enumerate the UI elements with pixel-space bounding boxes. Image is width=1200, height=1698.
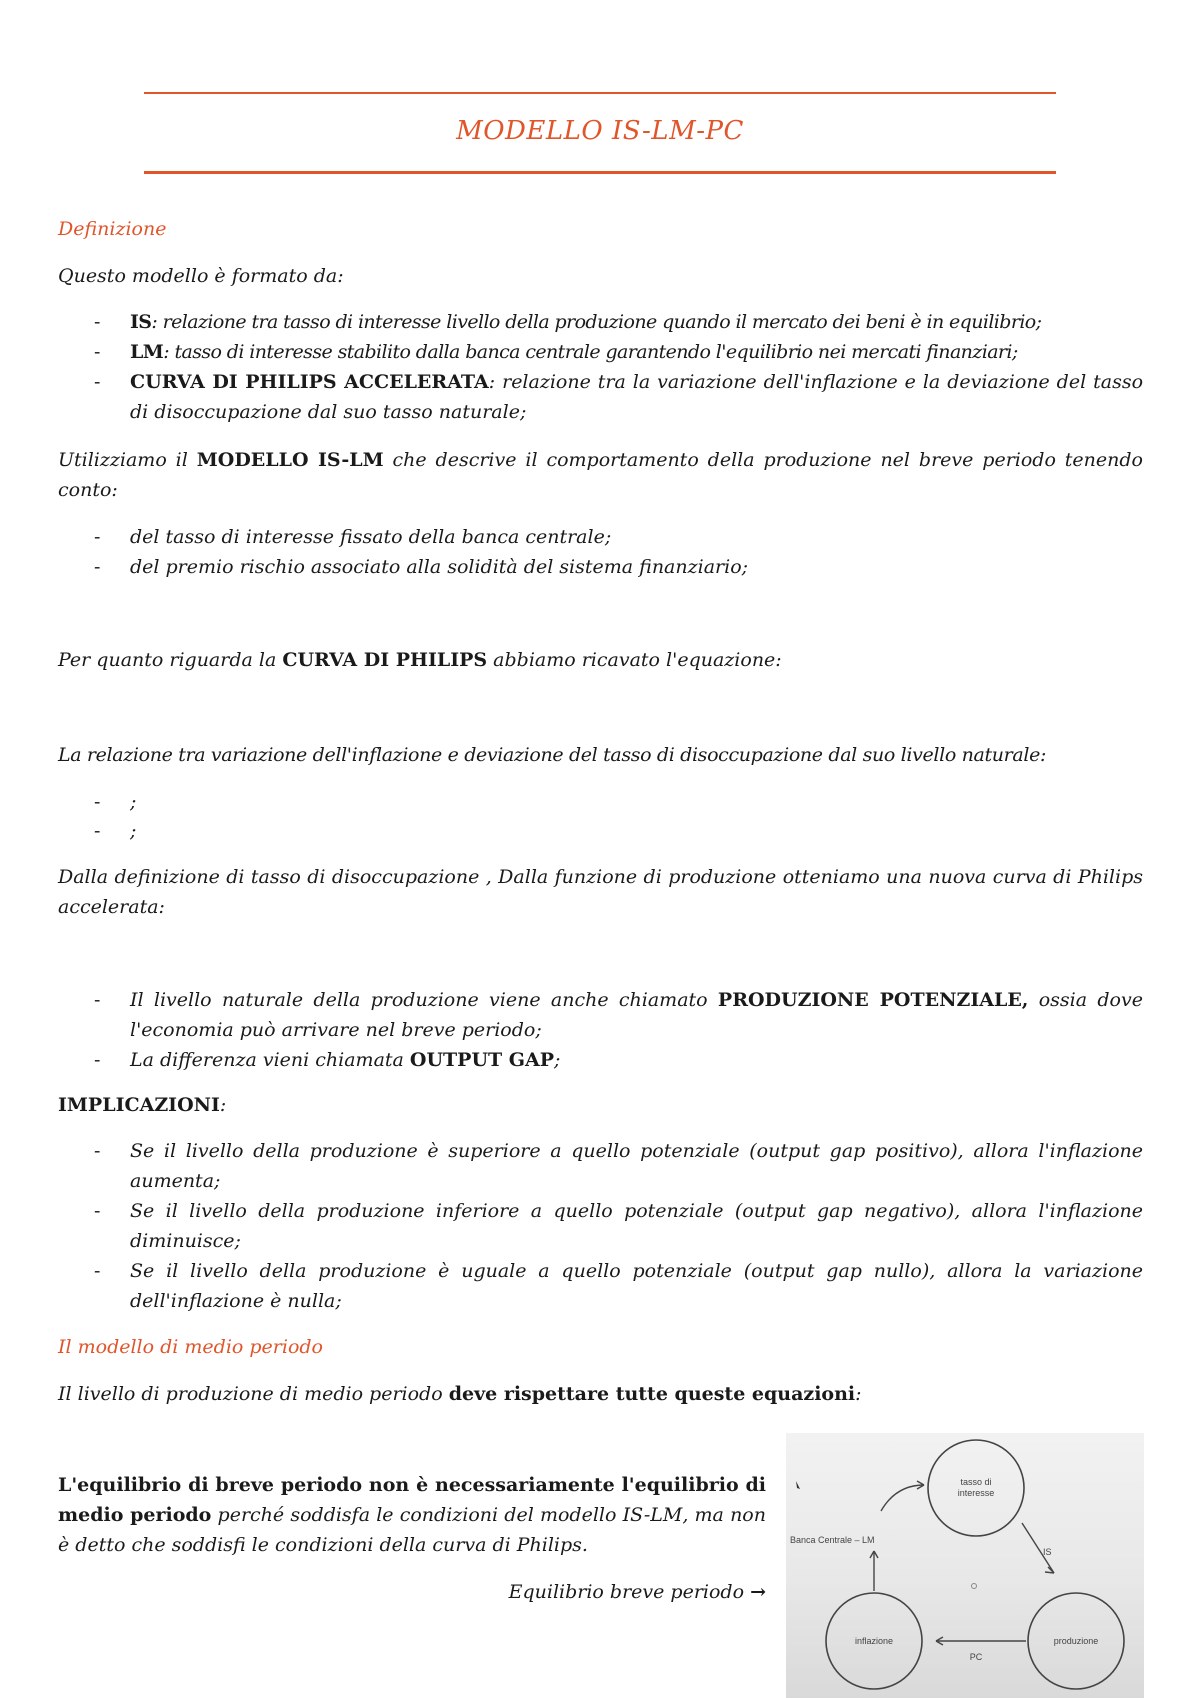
bullet-dash: - — [94, 989, 101, 1011]
node-label-tasso: tasso di — [960, 1477, 992, 1487]
term-curva-philips: CURVA DI PHILIPS ACCELERATA — [130, 371, 489, 393]
bullet-dash: - — [94, 341, 101, 363]
medio-intro-bold: deve rispettare tutte queste equazioni — [448, 1383, 856, 1405]
edge-label-pc: PC — [969, 1652, 983, 1662]
medio-periodo-intro — [58, 1379, 862, 1409]
list-item-produzione-potenziale — [130, 985, 1143, 1045]
caption-text: Equilibrio breve periodo — [508, 1581, 745, 1603]
section-heading-medio-periodo: Il modello di medio periodo — [58, 1336, 323, 1358]
definizione-intro: Questo modello è formato da: — [58, 265, 344, 287]
list-item-relazione-1: ; — [130, 791, 137, 813]
potenziale-pre: Il livello naturale della produzione viene anche chiamato — [130, 989, 718, 1011]
philips-post: abbiamo ricavato l'equazione: — [487, 649, 782, 671]
islm-paragraph — [58, 445, 1143, 505]
term-curva-philips-text: : relazione tra la variazione dell'inflazione e la deviazione del tasso di disoccupazione dal suo tasso naturale; — [130, 371, 1144, 423]
list-item-tasso-interesse: del tasso di interesse fissato della banca centrale; — [130, 526, 612, 548]
bullet-dash: - — [94, 1200, 101, 1222]
title-top-rule — [144, 92, 1056, 94]
bullet-dash: - — [94, 526, 101, 548]
islm-pc-diagram — [786, 1433, 1144, 1698]
edge-label-lm: Banca Centrale – LM — [790, 1535, 875, 1545]
philips-term: CURVA DI PHILIPS — [282, 649, 488, 671]
bullet-dash: - — [94, 820, 101, 842]
bullet-dash: - — [94, 1260, 101, 1282]
bullet-dash: - — [94, 556, 101, 578]
list-item-implicazione-2: Se il livello della produzione inferiore a quello potenziale (output gap negativo), allora l'inflazione diminuisce; — [130, 1200, 1143, 1252]
potenziale-term: PRODUZIONE POTENZIALE, — [717, 989, 1029, 1011]
list-item-is — [130, 307, 1143, 337]
relazione-paragraph: La relazione tra variazione dell'inflazione e deviazione del tasso di disoccupazione dal suo livello naturale: — [58, 744, 1047, 766]
cursor-icon — [796, 1481, 800, 1489]
list-item-relazione-2: ; — [130, 820, 137, 842]
term-is-text: : relazione tra tasso di interesse livello della produzione quando il mercato dei beni è in equilibrio; — [151, 311, 1042, 333]
gap-pre: La differenza vieni chiamata — [130, 1049, 410, 1071]
node-label-inflazione: inflazione — [854, 1636, 894, 1646]
bullet-dash: - — [94, 791, 101, 813]
center-dot — [972, 1584, 977, 1589]
islm-term: MODELLO IS-LM — [196, 449, 384, 471]
equilibrio-bold: L'equilibrio di breve periodo non è necessariamente l'equilibrio di medio periodo — [58, 1474, 766, 1526]
bullet-dash: - — [94, 311, 101, 333]
implicazioni-heading — [58, 1090, 226, 1120]
islm-pre: Utilizziamo il — [58, 449, 197, 471]
potenziale-post: ossia dove l'economia può arrivare nel breve periodo; — [130, 989, 1143, 1041]
islm-post: che descrive il comportamento della produzione nel breve periodo tenendo conto: — [58, 449, 1143, 501]
bullet-dash: - — [94, 1049, 101, 1071]
section-heading-definizione: Definizione — [58, 218, 167, 240]
term-is: IS — [130, 311, 152, 333]
term-lm-text: : tasso di interesse stabilito dalla banca centrale garantendo l'equilibrio nei mercati finanziari; — [163, 341, 1018, 363]
node-label-interesse: interesse — [957, 1488, 995, 1498]
title-bottom-rule — [144, 171, 1056, 174]
page-title: MODELLO IS-LM-PC — [456, 116, 744, 146]
gap-post: ; — [554, 1049, 561, 1071]
implicazioni-colon: : — [219, 1094, 227, 1116]
term-lm: LM — [130, 341, 164, 363]
bullet-dash: - — [94, 1140, 101, 1162]
diagram-caption — [494, 1577, 766, 1607]
medio-intro-post: : — [855, 1383, 862, 1405]
diagram-svg — [786, 1433, 1144, 1698]
list-item-output-gap — [130, 1045, 1143, 1075]
dalla-paragraph: Dalla definizione di tasso di disoccupazione , Dalla funzione di produzione otteniamo una nuova curva di Philips accelerata: — [58, 866, 1143, 918]
right-arrow-icon: → — [750, 1581, 766, 1603]
list-item-premio-rischio: del premio rischio associato alla solidità del sistema finanziario; — [130, 556, 749, 578]
bullet-dash: - — [94, 371, 101, 393]
node-label-produzione: produzione — [1053, 1636, 1099, 1646]
philips-paragraph — [58, 645, 782, 675]
equilibrio-rest: perché soddisfa le condizioni del modello IS-LM, ma non è detto che soddisfi le condizioni della curva di Philips. — [58, 1504, 766, 1556]
equilibrio-paragraph — [58, 1470, 766, 1560]
philips-pre: Per quanto riguarda la — [58, 649, 283, 671]
list-item-lm — [130, 337, 1143, 367]
gap-term: OUTPUT GAP — [409, 1049, 555, 1071]
list-item-implicazione-1: Se il livello della produzione è superiore a quello potenziale (output gap positivo), allora l'inflazione aumenta; — [130, 1140, 1143, 1192]
medio-intro-pre: Il livello di produzione di medio periodo — [58, 1383, 449, 1405]
list-item-implicazione-3: Se il livello della produzione è uguale a quello potenziale (output gap nullo), allora la variazione dell'inflazione è nulla; — [130, 1260, 1143, 1312]
list-item-curva-philips — [130, 367, 1143, 427]
edge-label-is: IS — [1043, 1547, 1052, 1557]
implicazioni-label: IMPLICAZIONI — [58, 1094, 220, 1116]
